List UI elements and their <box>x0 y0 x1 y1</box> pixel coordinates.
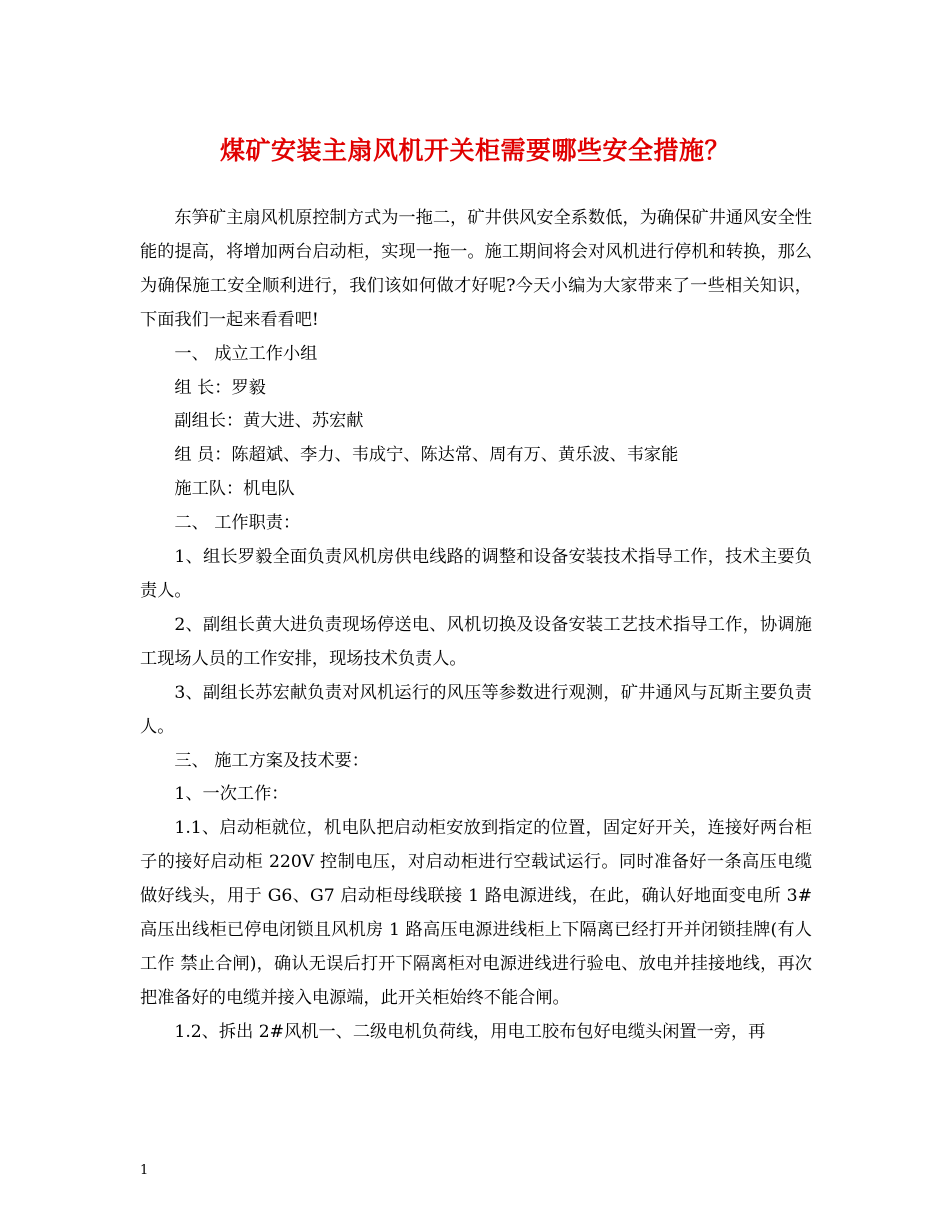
construction-team: 施工队：机电队 <box>174 479 295 500</box>
team-leader: 组 长：罗毅 <box>174 377 266 398</box>
page-number: 1 <box>140 1163 149 1178</box>
duty-item-2: 2、副组长黄大进负责现场停送电、风机切换及设备安装工艺技术指导工作，协调施工现场人员的工作安排，现场技术负责人。 <box>140 614 812 669</box>
duty-item-1: 1、组长罗毅全面负责风机房供电线路的调整和设备安装技术指导工作，技术主要负责人。 <box>140 547 812 601</box>
section-heading-2: 二、 工作职责： <box>174 513 301 534</box>
document-body <box>140 202 812 1050</box>
section-heading-3: 三、 施工方案及技术要： <box>174 750 369 771</box>
step-1-1: 1.1、启动柜就位，机电队把启动柜安放到指定的位置，固定好开关，连接好两台柜子的接好启动柜 220V 控制电压，对启动柜进行空载试运行。同时准备好一条高压电缆做好线头，用于 G6、G7 启动柜母线联接 1 路电源进线，在此，确认好地面变电所 3#高压出线柜已停电闭锁且风机房 1 路高压电源进线柜上下隔离已经打开并闭锁挂牌(有人工作 禁止合闸)，确认无误后打开下隔离柜对电源进线进行验电、放电并挂接地线，再次把准备好的电缆并接入电源端，此开关柜始终不能合闸。 <box>140 818 812 1008</box>
paragraph-intro: 东笋矿主扇风机原控制方式为一拖二，矿井供风安全系数低，为确保矿井通风安全性能的提高，将增加两台启动柜，实现一拖一。施工期间将会对风机进行停机和转换，那么为确保施工安全顺利进行，我们该如何做才好呢?今天小编为大家带来了一些相关知识，下面我们一起来看看吧! <box>140 208 812 330</box>
team-members: 组 员：陈超斌、李力、韦成宁、陈达常、周有万、黄乐波、韦家能 <box>174 445 679 466</box>
section-heading-1: 一、 成立工作小组 <box>174 343 318 364</box>
duty-item-3: 3、副组长苏宏献负责对风机运行的风压等参数进行观测，矿井通风与瓦斯主要负责人。 <box>140 682 812 737</box>
subsection-heading: 1、一次工作： <box>174 784 289 805</box>
deputy-leader: 副组长：黄大进、苏宏献 <box>174 411 364 432</box>
document-title: 煤矿安装主扇风机开关柜需要哪些安全措施？ <box>219 136 730 165</box>
step-1-2: 1.2、拆出 2#风机一、二级电机负荷线，用电工胶布包好电缆头闲置一旁，再 <box>174 1021 766 1042</box>
